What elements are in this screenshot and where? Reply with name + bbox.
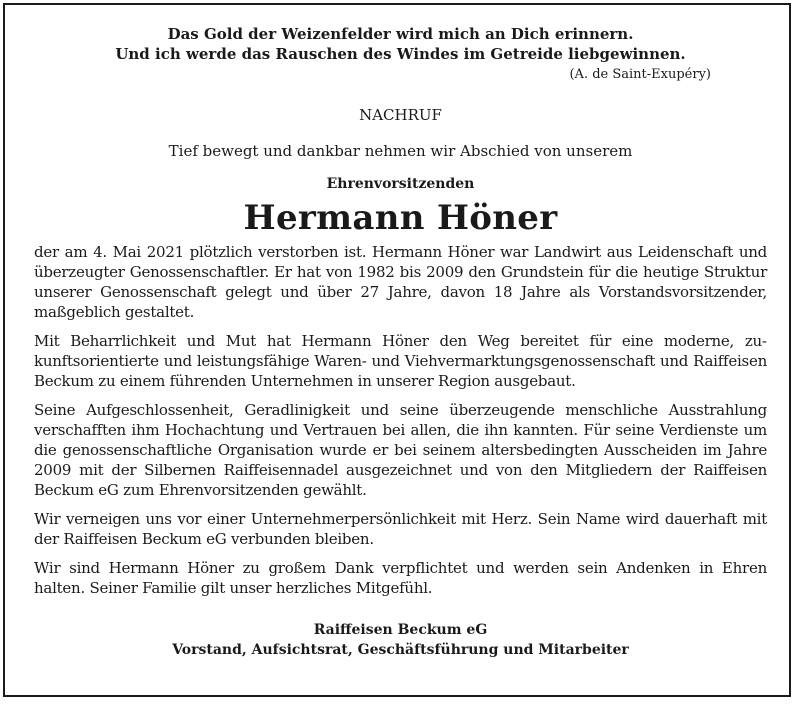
obituary-notice: [34, 24, 767, 660]
motto-line-1: Das Gold der Weizenfelder wird mich an Dich erinnern.: [167, 25, 634, 43]
paragraph-tribute: Wir verneigen uns vor einer Unternehmerpersönlichkeit mit Herz. Sein Name wird dauerhaft mit der Raiffeisen Beckum eG verbunden bleiben.: [34, 510, 767, 548]
honorary-title: Ehrenvorsitzenden: [326, 176, 475, 192]
notice-heading: NACHRUF: [359, 106, 442, 124]
intro-text: Tief bewegt und dankbar nehmen wir Abschied von unserem: [168, 142, 633, 160]
signature-members: Vorstand, Aufsichtsrat, Geschäftsführung und Mitarbeiter: [172, 642, 629, 658]
paragraph-condolence: Wir sind Hermann Höner zu großem Dank verpflichtet und werden sein Andenken in Ehren halten. Seiner Familie gilt unser herzliches Mitgefühl.: [34, 559, 767, 597]
paragraph-biography: der am 4. Mai 2021 plötzlich verstorben ist. Hermann Höner war Landwirt aus Leidenschaft und überzeugter Genossenschaftler. Er hat von 1982 bis 2009 den Grundstein für die heutige Struktur unserer Genossenschaft gelegt und über 27 Jahre, davon 18 Jahre als Vorstandsvorsitzender, maßgeblich gestaltet.: [34, 243, 767, 321]
paragraph-character: Seine Aufgeschlossenheit, Geradlinigkeit und seine überzeugende menschliche Ausstrahlung verschafften ihm Hochachtung und Vertrauen bei allen, die ihn kannten. Für seine Verdienste um die genossenschaftliche Organisation wurde er bei seinem altersbedingten Ausscheiden im Jahre 2009 mit der Silbernen Raiffeisennadel ausgezeichnet und von den Mitgliedern der Raiffeisen Beckum eG zum Ehrenvorsitzenden gewählt.: [34, 401, 767, 499]
motto-attribution: (A. de Saint-Exupéry): [569, 67, 711, 82]
deceased-name: Hermann Höner: [243, 198, 558, 238]
motto-line-2: Und ich werde das Rauschen des Windes im Getreide liebgewinnen.: [115, 45, 686, 63]
signature-organization: Raiffeisen Beckum eG: [313, 622, 488, 638]
paragraph-achievements: Mit Beharrlichkeit und Mut hat Hermann Höner den Weg bereitet für eine moderne, zukunftsorientierte und leistungsfähige Waren- und Viehvermarktungsgenossenschaft und Raiffeisen Beckum zu einem führenden Unternehmen in unserer Region ausgebaut.: [34, 332, 767, 390]
